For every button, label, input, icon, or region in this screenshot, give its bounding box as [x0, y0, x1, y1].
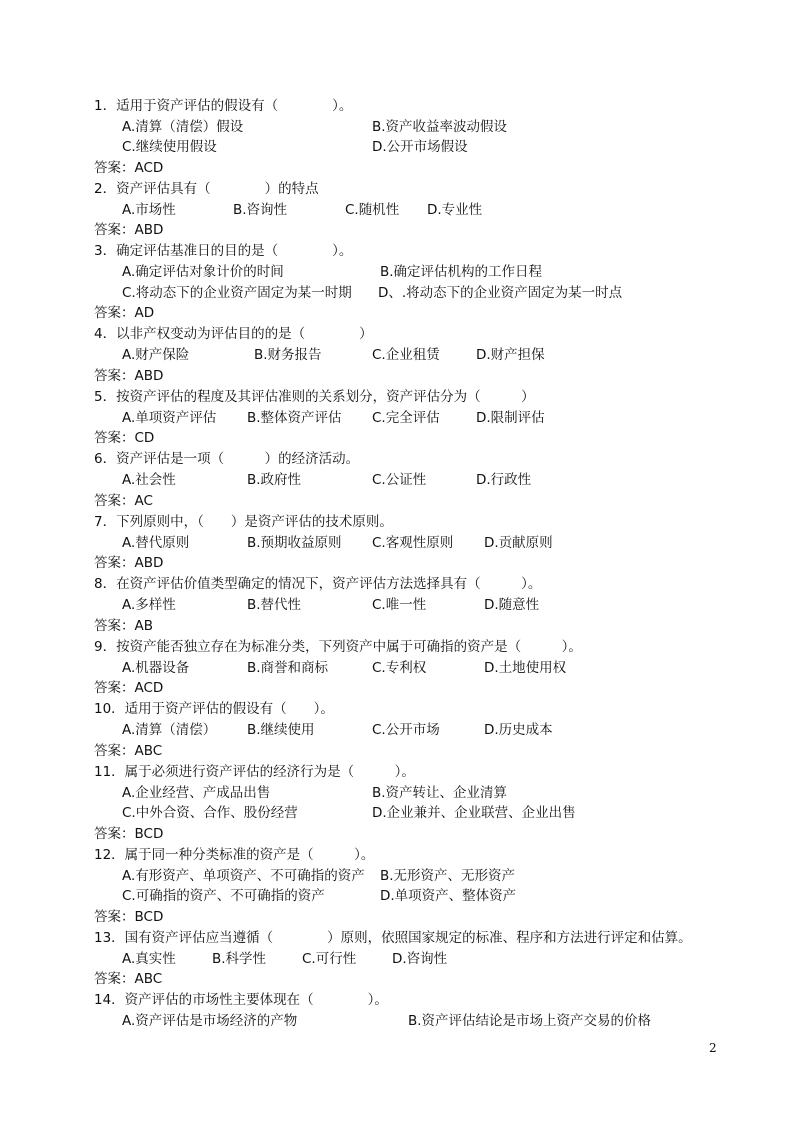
q2-option-a: A.市场性: [122, 202, 176, 218]
question-4-stem: 4．以非产权变动为评估目的的是（ ）: [94, 326, 373, 342]
q3-option-a: A.确定评估对象计价的时间: [122, 264, 284, 280]
q13-option-b: B.科学性: [212, 951, 267, 967]
question-5-stem: 5．按资产评估的程度及其评估准则的关系划分，资产评估分为（ ）: [94, 389, 535, 405]
answer-label: 答案：: [94, 743, 135, 759]
q11-option-b: B.资产转让、企业清算: [372, 785, 508, 801]
q1-option-c: C.继续使用假设: [122, 139, 217, 155]
q11-answer: [94, 824, 163, 844]
question-3-stem: 3．确定评估基准日的目的是（ ）。: [94, 243, 353, 259]
q2-option-d: D.专业性: [427, 202, 483, 218]
q5-option-a: A.单项资产评估: [122, 410, 217, 426]
answer-label: 答案：: [94, 493, 135, 509]
q10-answer: [94, 741, 162, 761]
q12-option-c: C.可确指的资产、不可确指的资产: [122, 888, 325, 904]
q2-option-c: C.随机性: [345, 202, 400, 218]
q12-option-a: A.有形资产、单项资产、不可确指的资产: [122, 868, 365, 884]
q6-option-b: B.政府性: [247, 472, 302, 488]
q12-option-b: B.无形资产、无形资产: [380, 868, 516, 884]
q2-option-b: B.咨询性: [233, 202, 288, 218]
q5-option-c: C.完全评估: [372, 410, 440, 426]
q6-answer: [94, 491, 153, 511]
q7-option-b: B.预期收益原则: [247, 535, 342, 551]
q8-option-c: C.唯一性: [372, 597, 427, 613]
answer-value: ABD: [134, 555, 164, 571]
answer-label: 答案：: [94, 368, 135, 384]
answer-value: ABC: [134, 743, 163, 759]
q14-option-a: A.资产评估是市场经济的产物: [122, 1013, 298, 1029]
answer-value: ABD: [134, 222, 164, 238]
q11-option-d: D.企业兼并、企业联营、企业出售: [372, 805, 576, 821]
question-13-stem: 13．国有资产评估应当遵循（ ）原则，依照国家规定的标准、程序和方法进行评定和估算。: [94, 930, 692, 946]
q11-option-c: C.中外合资、合作、股份经营: [122, 805, 298, 821]
question-2-stem: 2．资产评估具有（ ）的特点: [94, 181, 319, 197]
q4-option-b: B.财务报告: [254, 347, 322, 363]
q13-option-c: C.可行性: [302, 951, 357, 967]
answer-value: BCD: [134, 909, 164, 925]
q12-answer: [94, 907, 163, 927]
q3-option-c: C.将动态下的企业资产固定为某一时期: [122, 285, 352, 301]
answer-label: 答案：: [94, 680, 135, 696]
q1-answer: [94, 158, 163, 178]
question-8-stem: 8．在资产评估价值类型确定的情况下，资产评估方法选择具有（ ）。: [94, 576, 542, 592]
question-7-stem: 7．下列原则中，（ ）是资产评估的技术原则。: [94, 514, 393, 530]
q6-option-d: D.行政性: [476, 472, 532, 488]
q6-option-c: C.公证性: [372, 472, 427, 488]
q1-option-b: B.资产收益率波动假设: [372, 119, 508, 135]
q4-answer: [94, 366, 163, 386]
q10-option-c: C.公开市场: [372, 722, 440, 738]
q1-option-a: A.清算（清偿）假设: [122, 119, 244, 135]
question-10-stem: 10．适用于资产评估的假设有（ ）。: [94, 701, 334, 717]
q4-option-c: C.企业租赁: [372, 347, 440, 363]
answer-value: CD: [134, 430, 155, 446]
q9-option-b: B.商誉和商标: [247, 660, 329, 676]
q5-answer: [94, 428, 154, 448]
answer-value: ABC: [134, 971, 163, 987]
q7-option-a: A.替代原则: [122, 535, 190, 551]
answer-value: ACD: [134, 680, 164, 696]
q4-option-a: A.财产保险: [122, 347, 190, 363]
answer-label: 答案：: [94, 430, 135, 446]
question-12-stem: 12．属于同一种分类标准的资产是（ ）。: [94, 847, 375, 863]
q7-option-d: D.贡献原则: [484, 535, 553, 551]
q8-option-b: B.替代性: [247, 597, 302, 613]
question-14-stem: 14．资产评估的市场性主要体现在（ ）。: [94, 992, 388, 1008]
question-9-stem: 9．按资产能否独立存在为标准分类，下列资产中属于可确指的资产是（ ）。: [94, 639, 582, 655]
q11-option-a: A.企业经营、产成品出售: [122, 785, 271, 801]
q12-option-d: D.单项资产、整体资产: [380, 888, 517, 904]
answer-label: 答案：: [94, 222, 135, 238]
q10-option-b: B.继续使用: [247, 722, 315, 738]
q13-option-a: A.真实性: [122, 951, 176, 967]
q9-answer: [94, 678, 163, 698]
q10-option-d: D.历史成本: [484, 722, 553, 738]
q6-option-a: A.社会性: [122, 472, 176, 488]
q9-option-a: A.机器设备: [122, 660, 190, 676]
answer-value: ACD: [134, 160, 164, 176]
q9-option-c: C.专利权: [372, 660, 427, 676]
answer-value: AC: [134, 493, 153, 509]
question-11-stem: 11．属于必须进行资产评估的经济行为是（ ）。: [94, 764, 415, 780]
answer-label: 答案：: [94, 826, 135, 842]
answer-label: 答案：: [94, 971, 135, 987]
answer-value: ABD: [134, 368, 164, 384]
answer-label: 答案：: [94, 909, 135, 925]
answer-value: AD: [134, 305, 155, 321]
q3-answer: [94, 303, 154, 323]
q8-option-a: A.多样性: [122, 597, 176, 613]
answer-value: AB: [134, 618, 153, 634]
q4-option-d: D.财产担保: [476, 347, 545, 363]
q1-option-d: D.公开市场假设: [372, 139, 468, 155]
q2-answer: [94, 220, 163, 240]
question-6-stem: 6．资产评估是一项（ ）的经济活动。: [94, 451, 360, 467]
q3-option-d: D、.将动态下的企业资产固定为某一时点: [378, 285, 623, 301]
q13-answer: [94, 969, 162, 989]
question-1-stem: 1．适用于资产评估的假设有（ ）。: [94, 98, 353, 114]
q7-option-c: C.客观性原则: [372, 535, 454, 551]
q13-option-d: D.咨询性: [392, 951, 448, 967]
q8-option-d: D.随意性: [484, 597, 540, 613]
answer-label: 答案：: [94, 305, 135, 321]
q10-option-a: A.清算（清偿）: [122, 722, 217, 738]
q3-option-b: B.确定评估机构的工作日程: [380, 264, 543, 280]
q8-answer: [94, 616, 153, 636]
q14-option-b: B.资产评估结论是市场上资产交易的价格: [408, 1013, 652, 1029]
answer-label: 答案：: [94, 160, 135, 176]
q7-answer: [94, 553, 163, 573]
answer-label: 答案：: [94, 555, 135, 571]
page-number: 2: [709, 1041, 717, 1055]
answer-value: BCD: [134, 826, 164, 842]
q9-option-d: D.土地使用权: [484, 660, 567, 676]
q5-option-d: D.限制评估: [476, 410, 545, 426]
answer-label: 答案：: [94, 618, 135, 634]
q5-option-b: B.整体资产评估: [247, 410, 342, 426]
